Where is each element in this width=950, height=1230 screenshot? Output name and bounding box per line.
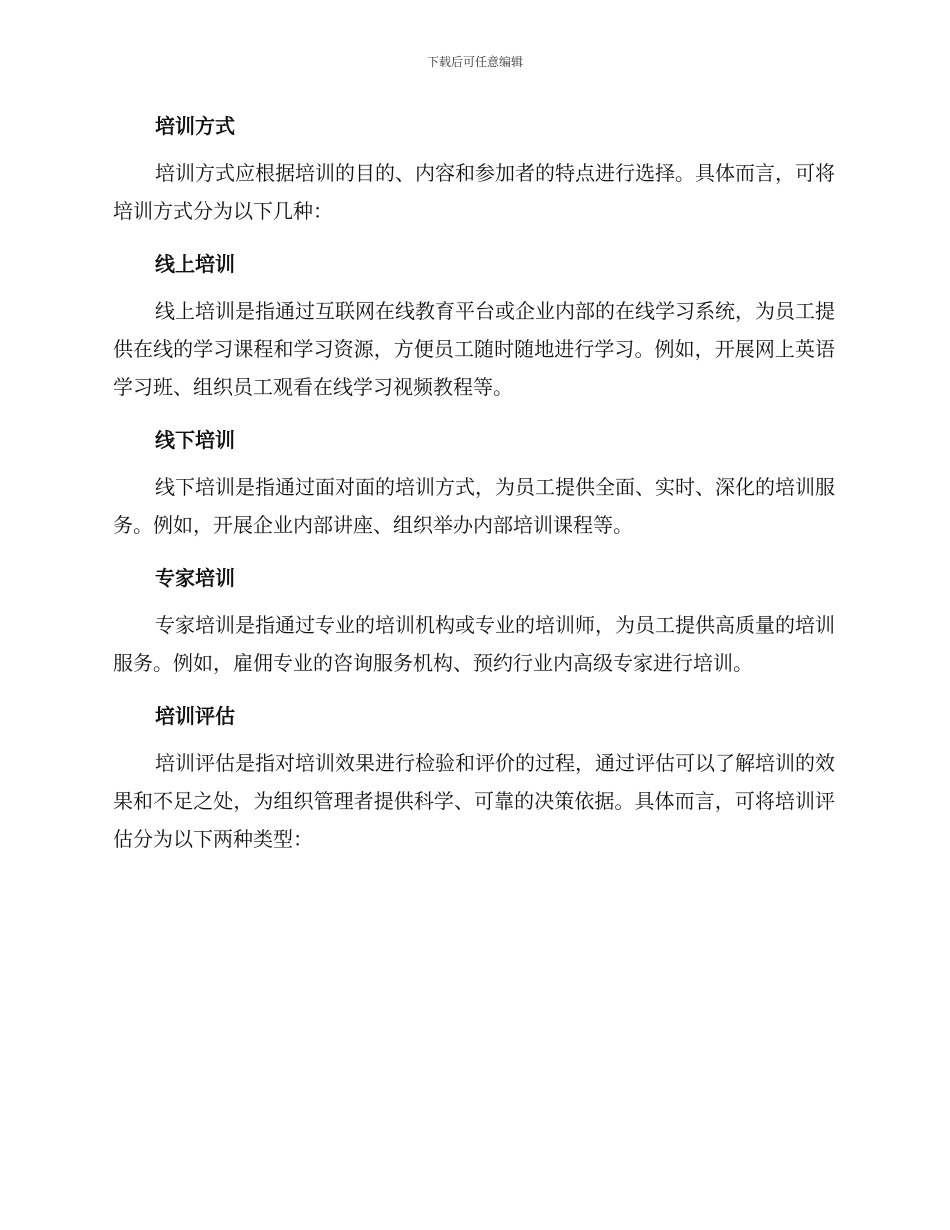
section-heading-online-training: 线上培训 [155,252,235,276]
section-heading-training-evaluation: 培训评估 [155,704,235,728]
section-paragraph-online-training: 线上培训是指通过互联网在线教育平台或企业内部的在线学习系统，为员工提供在线的学习课程和学习资源，方便员工随时随地进行学习。例如，开展网上英语学习班、组织员工观看在线学习视频教程等。 [113,299,835,399]
section-paragraph-training-evaluation: 培训评估是指对培训效果进行检验和评价的过程，通过评估可以了解培训的效果和不足之处，为组织管理者提供科学、可靠的决策依据。具体而言，可将培训评估分为以下两种类型： [113,751,835,851]
section-heading-expert-training: 专家培训 [155,566,235,590]
section-heading-training-methods: 培训方式 [155,114,235,138]
document-body [113,106,835,872]
section-paragraph-expert-training: 专家培训是指通过专业的培训机构或专业的培训师，为员工提供高质量的培训服务。例如，雇佣专业的咨询服务机构、预约行业内高级专家进行培训。 [113,613,835,675]
section-paragraph-training-methods: 培训方式应根据培训的目的、内容和参加者的特点进行选择。具体而言，可将培训方式分为以下几种： [113,161,835,223]
section-heading-offline-training: 线下培训 [155,428,235,452]
section-paragraph-offline-training: 线下培训是指通过面对面的培训方式，为员工提供全面、实时、深化的培训服务。例如，开展企业内部讲座、组织举办内部培训课程等。 [113,475,835,537]
page-header-note: 下载后可任意编辑 [426,55,523,69]
